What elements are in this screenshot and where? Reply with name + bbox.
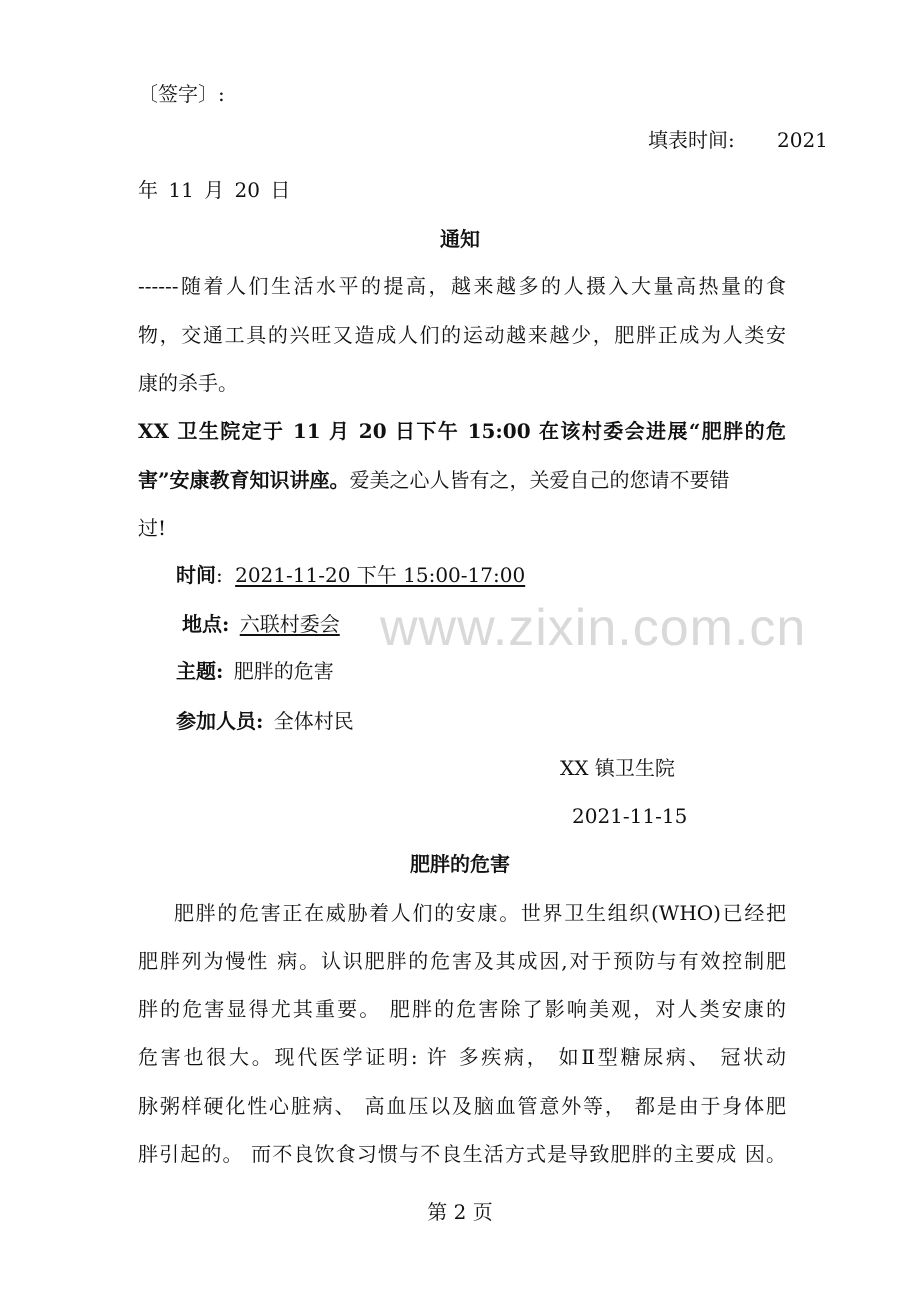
article-line-3: 胖的危害显得尤其重要。 肥胖的危害除了影响美观，对人类安康的 — [138, 997, 786, 1021]
time-row — [176, 561, 525, 589]
watermark: www.zixin.com.cn — [380, 599, 807, 657]
article-line-5: 脉粥样硬化性心脏病、 高血压以及脑血管意外等， 都是由于身体肥 — [138, 1094, 786, 1118]
attendees-label: 参加人员: — [176, 709, 264, 733]
article-title: 肥胖的危害 — [410, 852, 510, 876]
time-value: 2021-11-20 下午 15:00-17:00 — [235, 563, 526, 587]
notice-paragraph-2-line-2 — [138, 466, 730, 494]
article-line-2: 肥胖列为慢性 病。认识肥胖的危害及其成因,对于预防与有效控制肥 — [138, 949, 786, 973]
article-line-4: 危害也很大。现代医学证明: 许 多疾病， 如Ⅱ型糖尿病、 冠状动 — [138, 1045, 786, 1069]
time-separator: : — [216, 563, 223, 587]
notice-paragraph-1-line-2: 物，交通工具的兴旺又造成人们的运动越来越少，肥胖正成为人类安 — [138, 323, 786, 347]
page-number: 第 2 页 — [427, 1200, 493, 1224]
notice-paragraph-2-line-3: 过! — [138, 516, 167, 540]
place-label: 地点: — [182, 612, 230, 636]
lecture-invitation: 爱美之心人皆有之，关爱自己的您请不要错 — [349, 468, 730, 492]
notice-paragraph-1-line-3: 康的杀手。 — [138, 371, 238, 395]
attendees-value: 全体村民 — [273, 709, 354, 733]
topic-value: 肥胖的危害 — [233, 659, 334, 683]
lecture-announcement: 害”安康教育知识讲座。 — [138, 468, 350, 492]
article-line-1: 肥胖的危害正在威胁着人们的安康。世界卫生组织(WHO)已经把 — [174, 901, 786, 925]
place-value: 六联村委会 — [239, 612, 340, 636]
fill-time-date: 年 11 月 20 日 — [138, 178, 291, 202]
signature-label: 〔签字〕: — [138, 82, 225, 106]
attendees-row — [176, 707, 354, 735]
notice-paragraph-2-line-1: XX 卫生院定于 11 月 20 日下午 15:00 在该村委会进展“肥胖的危 — [138, 419, 786, 443]
article-line-6: 胖引起的。 而不良饮食习惯与不良生活方式是导致肥胖的主要成 因。 — [138, 1142, 786, 1166]
issue-date: 2021-11-15 — [572, 804, 688, 828]
topic-label: 主题: — [176, 659, 224, 683]
fill-time-label: 填表时间: — [648, 128, 735, 152]
issuer-name: XX 镇卫生院 — [560, 756, 675, 780]
fill-time-year: 2021 — [777, 128, 828, 152]
place-row — [182, 610, 352, 638]
notice-paragraph-1-line-1: ------随着人们生活水平的提高，越来越多的人摄入大量高热量的食 — [138, 274, 786, 298]
notice-title: 通知 — [440, 227, 480, 251]
topic-row — [176, 657, 334, 685]
time-label: 时间 — [176, 563, 216, 587]
